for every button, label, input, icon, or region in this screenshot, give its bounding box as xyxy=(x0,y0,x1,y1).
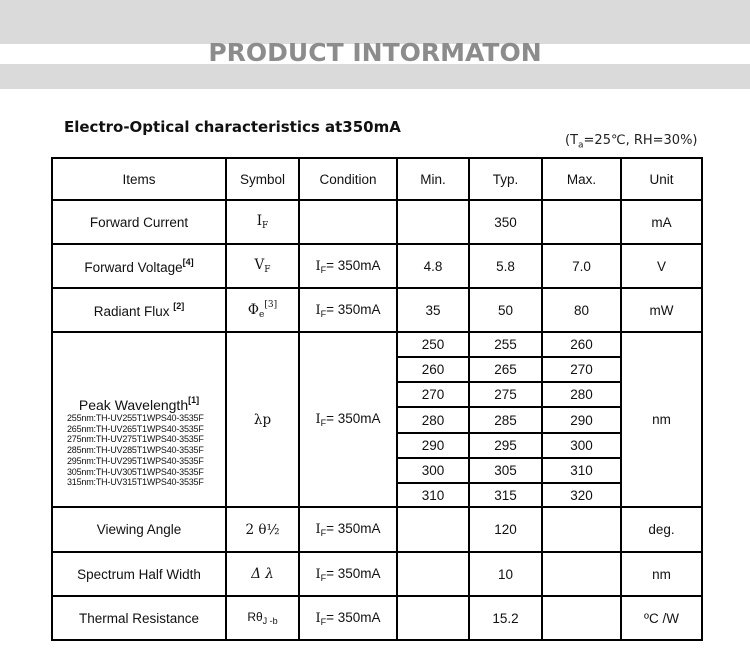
condition-symbol: I xyxy=(315,522,321,537)
min-cell: 260 xyxy=(397,357,469,382)
max-cell: 270 xyxy=(542,357,621,382)
table-row xyxy=(52,507,702,552)
item-cell-peak xyxy=(52,332,226,507)
item-label: Forward Current xyxy=(89,214,189,230)
min-cell: 270 xyxy=(397,382,469,407)
column-header: Items xyxy=(52,158,226,200)
min-cell: 310 xyxy=(397,483,469,507)
typ-cell: 275 xyxy=(469,382,542,407)
condition-value: = 350mA xyxy=(326,565,381,581)
symbol-cell xyxy=(226,596,299,640)
characteristics-table xyxy=(51,157,703,641)
condition-sub: F xyxy=(320,528,327,538)
unit-cell: mW xyxy=(621,288,702,332)
condition-sub: F xyxy=(320,264,327,275)
item-label: Forward Voltage xyxy=(84,260,183,275)
typ-cell: 350 xyxy=(469,200,542,244)
condition-value: = 350mA xyxy=(326,521,381,536)
item-cell xyxy=(52,200,226,244)
conditions-prefix: (T xyxy=(565,133,579,148)
peak-label xyxy=(53,395,225,413)
min-cell xyxy=(397,596,469,640)
symbol-cell: 2 θ½ xyxy=(226,507,299,552)
symbol-sub: J -b xyxy=(262,616,278,626)
model-item: 255nm:TH-UV255T1WPS40-3535F xyxy=(67,413,204,424)
condition-symbol: I xyxy=(315,302,321,318)
typ-cell: 305 xyxy=(469,458,542,483)
table-row xyxy=(52,244,702,288)
column-header: Typ. xyxy=(469,158,542,200)
max-cell: 7.0 xyxy=(542,244,621,288)
typ-cell: 255 xyxy=(469,332,542,357)
typ-cell: 120 xyxy=(469,507,542,552)
symbol-main: Φ xyxy=(247,302,259,318)
unit-cell: deg. xyxy=(621,507,702,552)
typ-cell: 10 xyxy=(469,552,542,596)
symbol-main: I xyxy=(256,213,263,229)
condition-value: = 350mA xyxy=(326,609,381,625)
min-cell: 300 xyxy=(397,458,469,483)
condition-cell xyxy=(299,552,397,596)
table-row xyxy=(52,288,702,332)
condition-sub: F xyxy=(320,572,327,583)
item-cell xyxy=(52,288,226,332)
max-cell: 280 xyxy=(542,382,621,407)
condition-cell xyxy=(299,507,397,552)
symbol-main: V xyxy=(254,257,265,273)
max-cell: 310 xyxy=(542,458,621,483)
unit-cell: ºC /W xyxy=(621,596,702,640)
min-cell: 35 xyxy=(397,288,469,332)
page-title: PRODUCT INTORMATON xyxy=(208,38,542,67)
unit-cell: mA xyxy=(621,200,702,244)
condition-symbol: I xyxy=(315,566,321,582)
condition-sub: F xyxy=(320,418,327,428)
symbol-cell: Δ λ xyxy=(226,552,299,596)
condition-value: = 350mA xyxy=(326,301,381,317)
condition-cell xyxy=(299,596,397,640)
item-cell: Thermal Resistance xyxy=(52,596,226,640)
model-item: 305nm:TH-UV305T1WPS40-3535F xyxy=(67,466,204,477)
symbol-sub: F xyxy=(264,265,271,275)
condition-cell xyxy=(299,288,397,332)
item-cell: Spectrum Half Width xyxy=(52,552,226,596)
max-cell: 320 xyxy=(542,483,621,507)
typ-cell: 265 xyxy=(469,357,542,382)
table-row-peak xyxy=(52,332,702,357)
max-cell: 300 xyxy=(542,433,621,458)
model-item: 315nm:TH-UV315T1WPS40-3535F xyxy=(67,477,204,488)
typ-cell: 295 xyxy=(469,433,542,458)
item-label: Radiant Flux xyxy=(93,304,170,319)
table-header-row xyxy=(52,158,702,200)
model-item: 275nm:TH-UV275T1WPS40-3535F xyxy=(67,434,204,445)
item-cell xyxy=(52,244,226,288)
max-cell xyxy=(542,596,621,640)
symbol-cell xyxy=(226,200,299,244)
model-list xyxy=(53,413,225,488)
min-cell xyxy=(397,552,469,596)
min-cell xyxy=(397,200,469,244)
typ-cell: 285 xyxy=(469,407,542,433)
unit-cell: V xyxy=(621,244,702,288)
min-cell: 290 xyxy=(397,433,469,458)
condition-symbol: I xyxy=(315,412,321,427)
min-cell xyxy=(397,507,469,552)
column-header: Max. xyxy=(542,158,621,200)
min-cell: 250 xyxy=(397,332,469,357)
model-item: 295nm:TH-UV295T1WPS40-3535F xyxy=(67,455,204,466)
max-cell: 290 xyxy=(542,407,621,433)
symbol-cell: λp xyxy=(226,332,299,507)
test-conditions xyxy=(565,133,698,151)
symbol-sup: [3] xyxy=(264,300,278,310)
table-row xyxy=(52,200,702,244)
condition-symbol: I xyxy=(315,258,321,274)
item-cell: Viewing Angle xyxy=(52,507,226,552)
model-item: 285nm:TH-UV285T1WPS40-3535F xyxy=(67,445,204,456)
typ-cell: 5.8 xyxy=(469,244,542,288)
condition-value: = 350mA xyxy=(326,411,381,426)
max-cell: 80 xyxy=(542,288,621,332)
footnote-ref: [2] xyxy=(173,301,185,311)
condition-symbol: I xyxy=(315,610,321,626)
column-header: Symbol xyxy=(226,158,299,200)
section-title: Electro-Optical characteristics at350mA xyxy=(64,118,401,136)
symbol-sub: F xyxy=(262,221,269,231)
unit-cell: nm xyxy=(621,332,702,507)
symbol-main: Rθ xyxy=(247,610,263,624)
condition-cell xyxy=(299,200,397,244)
symbol-sub: e xyxy=(259,310,265,320)
column-header: Condition xyxy=(299,158,397,200)
symbol-cell xyxy=(226,244,299,288)
max-cell xyxy=(542,507,621,552)
column-header: Unit xyxy=(621,158,702,200)
condition-sub: F xyxy=(320,616,327,627)
typ-cell: 315 xyxy=(469,483,542,507)
unit-cell: nm xyxy=(621,552,702,596)
table-row xyxy=(52,596,702,640)
model-item: 265nm:TH-UV265T1WPS40-3535F xyxy=(67,423,204,434)
conditions-suffix: =25℃, RH=30%) xyxy=(583,133,698,148)
symbol-cell xyxy=(226,288,299,332)
condition-cell xyxy=(299,332,397,507)
condition-value: = 350mA xyxy=(326,257,381,273)
item-label: Peak Wavelength xyxy=(78,397,189,414)
condition-sub: F xyxy=(320,308,327,319)
footnote-ref: [4] xyxy=(182,257,194,267)
min-cell: 4.8 xyxy=(397,244,469,288)
max-cell xyxy=(542,552,621,596)
footnote-ref: [1] xyxy=(188,395,200,406)
max-cell: 260 xyxy=(542,332,621,357)
condition-cell xyxy=(299,244,397,288)
column-header: Min. xyxy=(397,158,469,200)
typ-cell: 50 xyxy=(469,288,542,332)
conditions-sub: a xyxy=(578,140,584,151)
max-cell xyxy=(542,200,621,244)
min-cell: 280 xyxy=(397,407,469,433)
table-row xyxy=(52,552,702,596)
typ-cell: 15.2 xyxy=(469,596,542,640)
